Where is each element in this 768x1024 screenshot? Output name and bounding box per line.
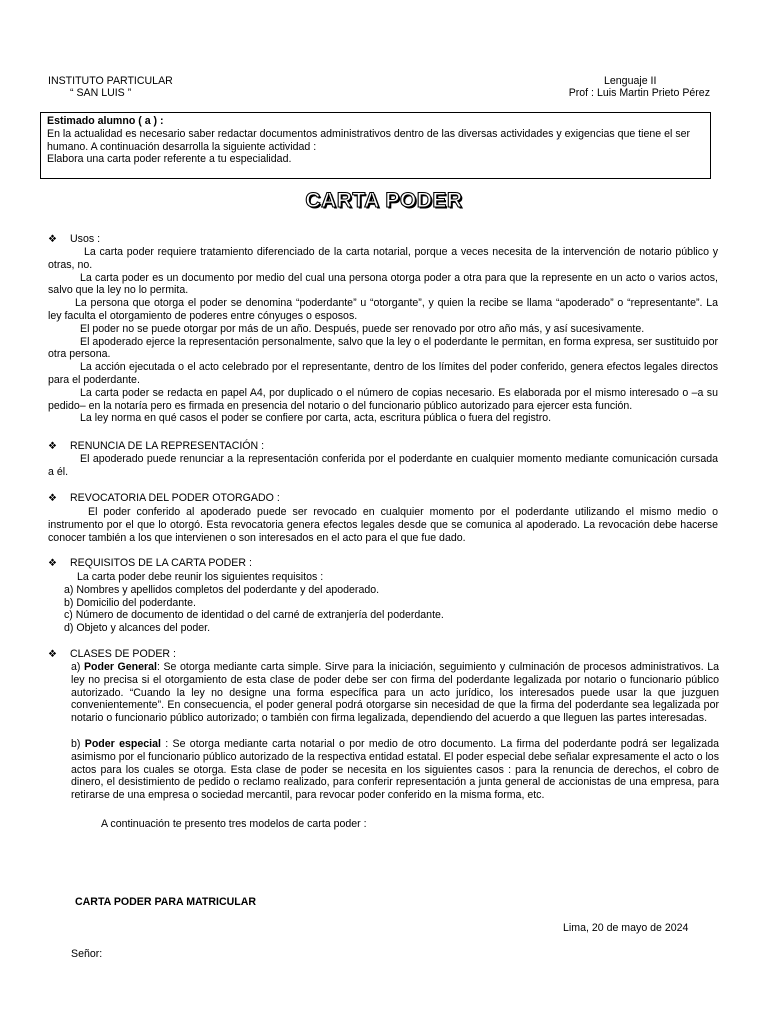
clases-body	[71, 661, 719, 802]
course-name: Lenguaje II	[604, 75, 657, 87]
institute-line-1: INSTITUTO PARTICULAR	[48, 75, 173, 87]
diamond-bullet-icon: ❖	[48, 558, 57, 569]
models-intro: A continuación te presento tres modelos de carta poder :	[101, 818, 367, 830]
usos-heading: ❖ Usos :	[48, 233, 101, 245]
revocatoria-heading: ❖ REVOCATORIA DEL PODER OTORGADO :	[48, 492, 280, 504]
institute-line-2: “ SAN LUIS ”	[70, 87, 132, 100]
requisitos-item-d: d) Objeto y alcances del poder.	[64, 622, 211, 635]
instructions-greeting: Estimado alumno ( a ) :	[47, 115, 164, 127]
usos-paragraph-8: La ley norma en qué casos el poder se confiere por carta, acta, escritura pública o fuera del registro.	[80, 412, 552, 425]
usos-paragraph-5: El apoderado ejerce la representación personalmente, salvo que la ley o el poderdante le permitan, en forma expresa, ser sustituido por otra persona.	[48, 335, 718, 361]
usos-paragraph-4: El poder no se puede otorgar por más de un año. Después, puede ser renovado por otro año más, y así sucesivamente.	[80, 322, 645, 335]
usos-paragraph-2: La carta poder es un documento por medio del cual una persona otorga poder a otra para que la represente en un acto o varios actos, salvo que la ley no lo permita.	[48, 271, 718, 297]
instructions-task: Elabora una carta poder referente a tu especialidad.	[47, 153, 292, 166]
page-title-text: CARTA PODER	[305, 189, 463, 212]
requisitos-body	[48, 571, 718, 635]
diamond-bullet-icon: ❖	[48, 649, 57, 660]
usos-body	[48, 246, 718, 425]
requisitos-intro: La carta poder debe reunir los siguientes requisitos :	[77, 571, 324, 583]
poder-general-paragraph: a) Poder General: Se otorga mediante carta simple. Sirve para la iniciación, seguimiento y culminación de procesos administrativos. La ley no precisa si el otorgamiento de esta clase de poder debe ser con firma del poderdante legalizada por notario o funcionario público autorizado. “Cuando la ley no designe una forma específica para un acto jurídico, los interesados puede usar la que juzguen convenientemente”. En consecuencia, el poder general podrá otorgarse sin necesidad de que la firma del poderdante sea legalizada por notario o funcionario público autorizado; o también con firma legalizada, dependiendo del acuerdo a que lleguen las partes interesadas.	[71, 661, 719, 725]
requisitos-item-c: c) Número de documento de identidad o del carné de extranjería del poderdante.	[64, 609, 444, 622]
professor-name: Prof : Luis Martin Prieto Pérez	[568, 87, 710, 99]
revocatoria-paragraph: El poder conferido al apoderado puede ser revocado en cualquier momento por el poderdante utilizando el mismo medio o instrumento por el que lo otorgó. Esta revocatoria genera efectos legales desde que se comunica al apoderado. La revocación debe hacerse conocer también a los que intervienen o son interesados en el acto para el que fue dado.	[48, 506, 718, 544]
clases-heading: ❖ CLASES DE PODER :	[48, 648, 176, 660]
usos-paragraph-6: La acción ejecutada o el acto celebrado por el representante, dentro de los límites del poder conferido, genera efectos legales directos para el poderdante.	[48, 361, 718, 386]
renuncia-paragraph: El apoderado puede renunciar a la representación conferida por el poderdante en cualquier momento mediante comunicación cursada a él.	[48, 453, 718, 478]
usos-paragraph-1: La carta poder requiere tratamiento diferenciado de la carta notarial, porque a veces necesita de la intervención de notario público y otras, no.	[48, 246, 718, 271]
requisitos-heading: ❖ REQUISITOS DE LA CARTA PODER :	[48, 557, 252, 569]
institute-name	[48, 75, 173, 100]
model-date: Lima, 20 de mayo de 2024	[563, 922, 689, 934]
revocatoria-body	[48, 506, 718, 544]
diamond-bullet-icon: ❖	[48, 441, 57, 452]
poder-especial-paragraph: b) Poder especial : Se otorga mediante carta notarial o por medio de otro documento. La firma del poderdante podrá ser legalizada asimismo por el funcionario público autorizado de la respectiva entidad estatal. El poder especial debe señalar expresamente el acto o los actos para los cuales se otorga. Esta clase de poder se necesita en los siguientes casos : para la renuncia de derechos, el cobro de dinero, el desistimiento de pedido o reclamo realizado, para conferir representación a junta general de accionistas de una empresa, para retirarse de una empresa o sociedad mercantil, para revocar poder conferido en la misma forma, etc.	[71, 737, 719, 802]
model-salutation: Señor:	[71, 948, 103, 960]
poder-especial-term: Poder especial	[84, 737, 161, 750]
requisitos-item-b: b) Domicilio del poderdante.	[64, 596, 196, 609]
requisitos-item-a: a) Nombres y apellidos completos del poderdante y del apoderado.	[64, 583, 380, 596]
instructions-box	[40, 112, 711, 179]
usos-paragraph-3: La persona que otorga el poder se denomina “poderdante” u “otorgante”, y quien la recibe se llama “apoderado” o “representante”. La ley faculta el otorgamiento de poderes entre cónyuges o esposos.	[48, 297, 718, 322]
model-title: CARTA PODER PARA MATRICULAR	[75, 896, 257, 908]
poder-general-term: Poder General	[83, 661, 157, 673]
usos-paragraph-7: La carta poder se redacta en papel A4, por duplicado o el número de copias necesario. Es elaborada por el mismo interesado o –a su pedido– en la notaría pero es firmada en presencia del notario o del funcionario público autorizado para ejercer esta función.	[48, 386, 718, 412]
renuncia-heading: ❖ RENUNCIA DE LA REPRESENTACIÓN :	[48, 440, 265, 452]
renuncia-body	[48, 453, 718, 479]
diamond-bullet-icon: ❖	[48, 493, 57, 504]
page-title	[0, 189, 768, 212]
instructions-text: En la actualidad es necesario saber redactar documentos administrativos dentro de las diversas actividades y exigencias que tiene el ser humano. A continuación desarrolla la siguiente actividad :	[47, 127, 691, 153]
diamond-bullet-icon: ❖	[48, 234, 57, 245]
